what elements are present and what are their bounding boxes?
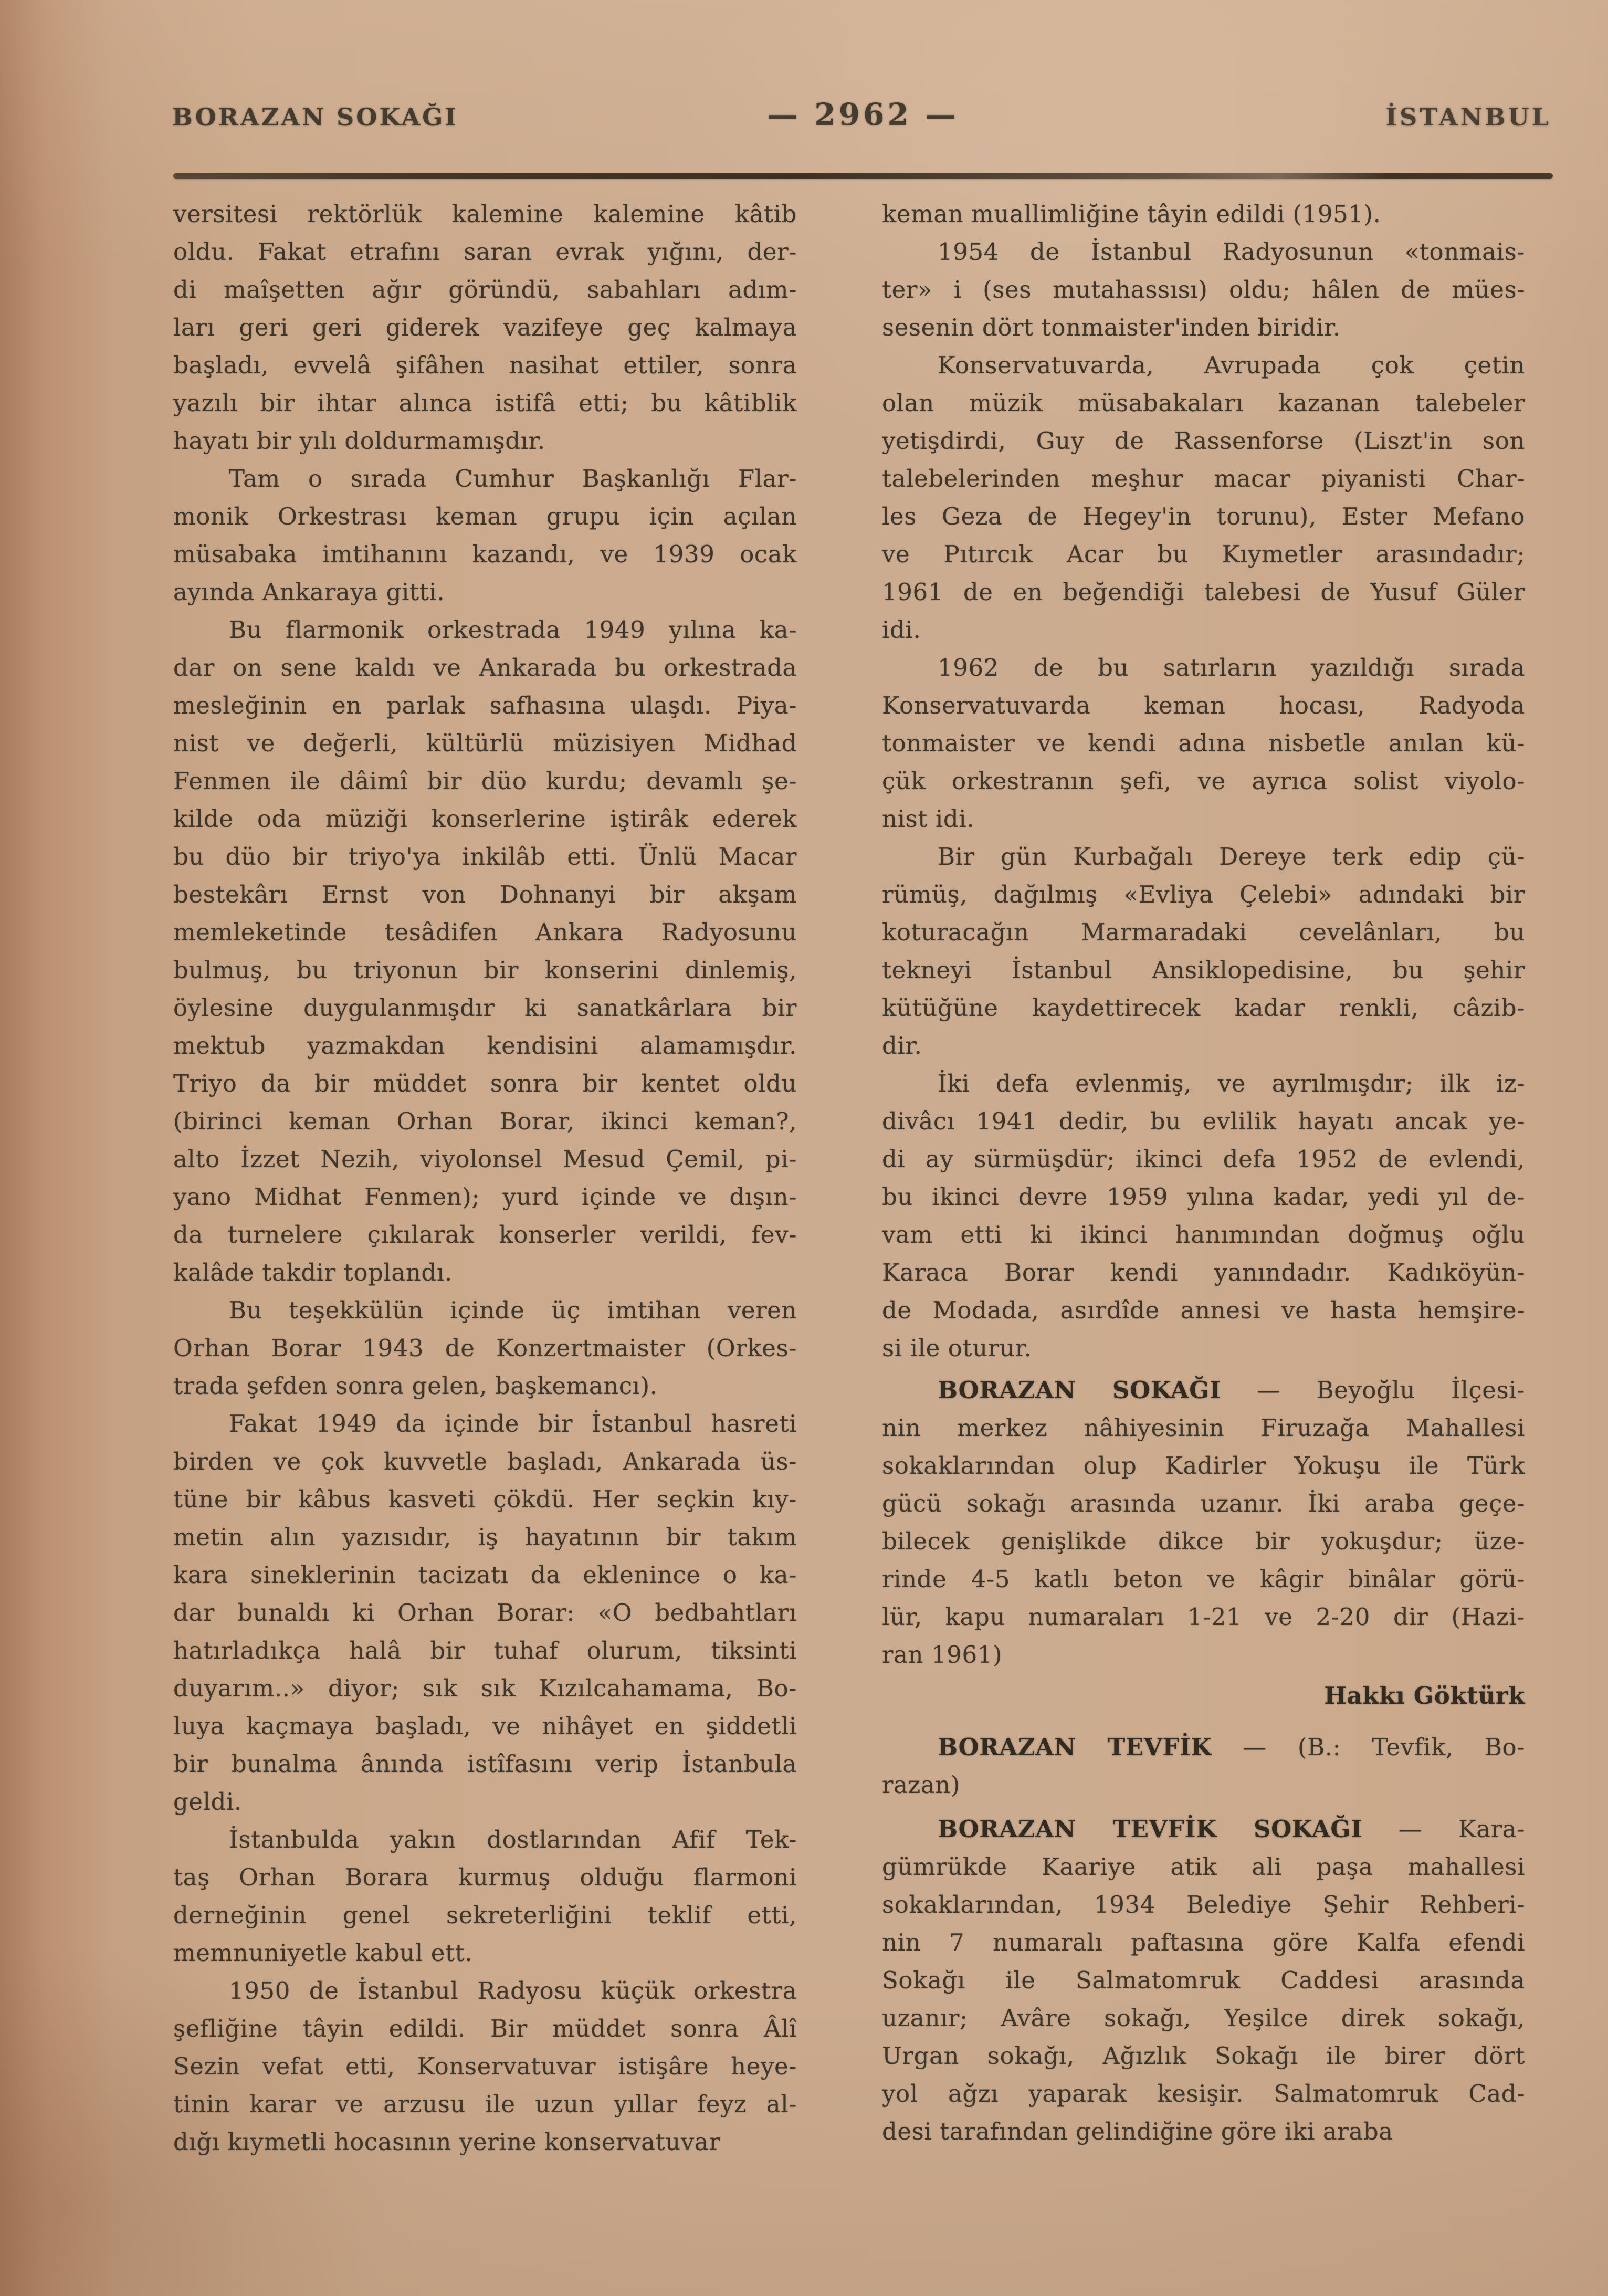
text-line: dar bunaldı ki Orhan Borar: «O bedbahtları (173, 1599, 797, 1627)
text-line: kalâde takdir toplandı. (173, 1259, 453, 1286)
text-line: nist idi. (882, 805, 975, 833)
text-line: monik Orkestrası keman grupu için açılan (173, 502, 797, 530)
text-line: les Geza de Hegey'in torunu), Ester Mefano (882, 502, 1525, 530)
text-line: bir bunalma ânında istîfasını verip İstanbula (173, 1750, 797, 1778)
text-line: desi tarafından gelindiğine göre iki araba (882, 2117, 1393, 2145)
entry-text: — Kara- (1362, 1815, 1525, 1843)
entry-heading: BORAZAN TEVFİK SOKAĞI (938, 1815, 1362, 1843)
text-line: ran 1961) (882, 1641, 1003, 1669)
text-line: tüne bir kâbus kasveti çökdü. Her seçkin kıy- (173, 1485, 797, 1513)
text-line: derneğinin genel sekreterliğini teklif etti, (173, 1901, 797, 1929)
text-line: taş Orhan Borara kurmuş olduğu flarmoni (173, 1863, 797, 1891)
text-line: bu düo bir triyo'ya inkilâb etti. Ünlü Macar (173, 843, 797, 871)
text-line: 1954 de İstanbul Radyosunun «tonmais- (938, 238, 1525, 266)
text-line: di ay sürmüşdür; ikinci defa 1952 de evlendi, (882, 1145, 1525, 1173)
text-line: nin merkez nâhiyesinin Firuzağa Mahallesi (882, 1414, 1525, 1442)
text-line: hatırladıkça halâ bir tuhaf olurum, tiksinti (173, 1637, 797, 1664)
page-header (0, 0, 1608, 147)
text-line: yazılı bir ihtar alınca istifâ etti; bu kâtiblik (173, 389, 797, 417)
text-line: bilecek genişlikde dikce bir yokuşdur; üze- (882, 1527, 1525, 1555)
text-line: bulmuş, bu triyonun bir konserini dinlemiş, (173, 956, 797, 984)
text-line: divâcı 1941 dedir, bu evlilik hayatı ancak ye- (882, 1107, 1525, 1135)
text-line: ayında Ankaraya gitti. (173, 578, 445, 606)
text-line: idi. (882, 616, 921, 644)
text-line: Bu teşekkülün içinde üç imtihan veren (229, 1296, 797, 1324)
right-column (882, 195, 1525, 2151)
text-line: koturacağın Marmaradaki cevelânları, bu (882, 918, 1525, 946)
text-line: da turnelere çıkılarak konserler verildi, fev- (173, 1221, 797, 1249)
left-column (173, 195, 797, 2161)
text-line: duyarım..» diyor; sık sık Kızılcahamama, Bo- (173, 1674, 797, 1702)
text-line: metin alın yazısıdır, iş hayatının bir takım (173, 1523, 797, 1551)
text-line: mektub yazmakdan kendisini alamamışdır. (173, 1032, 797, 1060)
text-line: Bir gün Kurbağalı Dereye terk edip çü- (938, 843, 1525, 871)
text-line: Tam o sırada Cumhur Başkanlığı Flar- (229, 465, 797, 492)
text-line: kara sineklerinin tacizatı da eklenince o ka- (173, 1561, 797, 1589)
text-line: mesleğinin en parlak safhasına ulaşdı. Piya- (173, 691, 797, 719)
text-line: razan) (882, 1771, 961, 1799)
text-line: tonmaister ve kendi adına nisbetle anılan kü- (882, 729, 1525, 757)
text-line: yetişdirdi, Guy de Rassenforse (Liszt'in son (882, 427, 1525, 455)
text-line: kilde oda müziği konserlerine iştirâk ederek (173, 805, 797, 833)
text-line: Hakkı Göktürk (1324, 1682, 1525, 1710)
text-line: talebelerinden meşhur macar piyanisti Char- (882, 465, 1525, 492)
page-number: — 2962 — (767, 97, 959, 132)
text-line: gücü sokağı arasında uzanır. İki araba geçe- (882, 1490, 1525, 1517)
text-line: Fakat 1949 da içinde bir İstanbul hasreti (229, 1410, 797, 1438)
text-line (882, 1371, 1525, 1409)
text-line: müsabaka imtihanını kazandı, ve 1939 ocak (173, 540, 797, 568)
text-line: rinde 4-5 katlı beton ve kâgir binâlar görü- (882, 1565, 1525, 1593)
text-line: başladı, evvelâ şifâhen nasihat ettiler, sonra (173, 351, 797, 379)
text-line: dir. (882, 1032, 922, 1060)
text-line: keman muallimliğine tâyin edildi (1951). (882, 200, 1381, 228)
text-line: Triyo da bir müddet sonra bir kentet oldu (173, 1070, 797, 1097)
running-title-right: İSTANBUL (1385, 103, 1551, 131)
text-line: versitesi rektörlük kalemine kalemine kâtib (173, 200, 797, 228)
text-line: Urgan sokağı, Ağızlık Sokağı ile birer dört (882, 2042, 1525, 2070)
text-line: nin 7 numaralı paftasına göre Kalfa efendi (882, 1928, 1525, 1956)
text-line: Karaca Borar kendi yanındadır. Kadıköyün- (882, 1259, 1525, 1286)
text-line: Bu flarmonik orkestrada 1949 yılına ka- (229, 616, 797, 644)
entry-text: — (B.: Tevfik, Bo- (1212, 1733, 1525, 1761)
text-line: sokaklarından, 1934 Belediye Şehir Rehberi- (882, 1891, 1525, 1918)
header-divider-rule (173, 173, 1553, 179)
text-line (882, 1728, 1525, 1766)
text-line: tinin karar ve arzusu ile uzun yıllar feyz al- (173, 2090, 797, 2118)
text-line: (birinci keman Orhan Borar, ikinci keman?, (173, 1107, 797, 1135)
text-line: 1950 de İstanbul Radyosu küçük orkestra (229, 1977, 797, 2005)
text-line (882, 1810, 1525, 1848)
running-title-left: BORAZAN SOKAĞI (172, 103, 458, 131)
text-line: İki defa evlenmiş, ve ayrılmışdır; ilk iz- (938, 1070, 1525, 1097)
text-line: memleketinde tesâdifen Ankara Radyosunu (173, 918, 797, 946)
text-line: geldi. (173, 1788, 242, 1816)
text-line: dığı kıymetli hocasının yerine konservatuvar (173, 2128, 721, 2156)
text-line: sokaklarından olup Kadirler Yokuşu ile Türk (882, 1452, 1525, 1480)
text-line: tekneyi İstanbul Ansiklopedisine, bu şehir (882, 956, 1525, 984)
text-line: İstanbulda yakın dostlarından Afif Tek- (229, 1826, 797, 1853)
text-line: yol ağzı yaparak kesişir. Salmatomruk Cad- (882, 2080, 1525, 2108)
text-line: birden ve çok kuvvetle başladı, Ankarada üs- (173, 1448, 797, 1475)
text-line: Orhan Borar 1943 de Konzertmaister (Orkes- (173, 1334, 797, 1362)
text-line: sesenin dört tonmaister'inden biridir. (882, 313, 1341, 341)
text-line: hayatı bir yılı doldurmamışdır. (173, 427, 545, 455)
entry-heading: BORAZAN SOKAĞI (938, 1376, 1221, 1404)
text-line: bu ikinci devre 1959 yılına kadar, yedi yıl de- (882, 1183, 1525, 1211)
text-line: olan müzik müsabakaları kazanan talebeler (882, 389, 1525, 417)
text-line: uzanır; Avâre sokağı, Yeşilce direk sokağı, (882, 2004, 1525, 2032)
text-line: memnuniyetle kabul ett. (173, 1939, 473, 1967)
text-line: alto İzzet Nezih, viyolonsel Mesud Çemil, pi- (173, 1145, 797, 1173)
text-line: gümrükde Kaariye atik ali paşa mahallesi (882, 1853, 1525, 1881)
text-line: vam etti ki ikinci hanımından doğmuş oğlu (882, 1221, 1525, 1249)
text-line: kütüğüne kaydettirecek kadar renkli, câzib- (882, 994, 1525, 1022)
text-line: luya kaçmaya başladı, ve nihâyet en şiddetli (173, 1712, 797, 1740)
text-line: de Modada, asırdîde annesi ve hasta hemşire- (882, 1296, 1525, 1324)
text-line: si ile oturur. (882, 1334, 1032, 1362)
text-line: trada şefden sonra gelen, başkemancı). (173, 1372, 658, 1400)
text-line: ter» i (ses mutahassısı) oldu; hâlen de mües- (882, 276, 1525, 303)
text-line: öylesine duygulanmışdır ki sanatkârlara bir (173, 994, 797, 1022)
text-line: ları geri geri giderek vazifeye geç kalmaya (173, 313, 797, 341)
text-line: şefliğine tâyin edildi. Bir müddet sonra Âlî (173, 2015, 797, 2042)
entry-heading: BORAZAN TEVFİK (938, 1733, 1212, 1761)
text-line: ve Pıtırcık Acar bu Kıymetler arasındadır; (882, 540, 1525, 568)
text-line: çük orkestranın şefi, ve ayrıca solist viyolo- (882, 767, 1525, 795)
text-line: Konservatuvarda, Avrupada çok çetin (938, 351, 1525, 379)
text-line: bestekârı Ernst von Dohnanyi bir akşam (173, 880, 797, 908)
text-line: 1962 de bu satırların yazıldığı sırada (938, 654, 1525, 682)
text-line: oldu. Fakat etrafını saran evrak yığını, der- (173, 238, 797, 266)
entry-text: — Beyoğlu İlçesi- (1221, 1376, 1525, 1404)
text-line: Sokağı ile Salmatomruk Caddesi arasında (882, 1966, 1525, 1994)
text-line: rümüş, dağılmış «Evliya Çelebi» adındaki bir (882, 880, 1525, 908)
text-line: nist ve değerli, kültürlü müzisiyen Midhad (173, 729, 797, 757)
text-line: Fenmen ile dâimî bir düo kurdu; devamlı şe- (173, 767, 797, 795)
text-line: lür, kapu numaraları 1-21 ve 2-20 dir (Hazi- (882, 1603, 1525, 1631)
text-line: Konservatuvarda keman hocası, Radyoda (882, 691, 1525, 719)
text-line: di maîşetten ağır göründü, sabahları adım- (173, 276, 797, 303)
text-line: yano Midhat Fenmen); yurd içinde ve dışın- (173, 1183, 797, 1211)
text-line: dar on sene kaldı ve Ankarada bu orkestrada (173, 654, 797, 682)
text-line: 1961 de en beğendiği talebesi de Yusuf Güler (882, 578, 1525, 606)
text-line: Sezin vefat etti, Konservatuvar istişâre heye- (173, 2052, 797, 2080)
